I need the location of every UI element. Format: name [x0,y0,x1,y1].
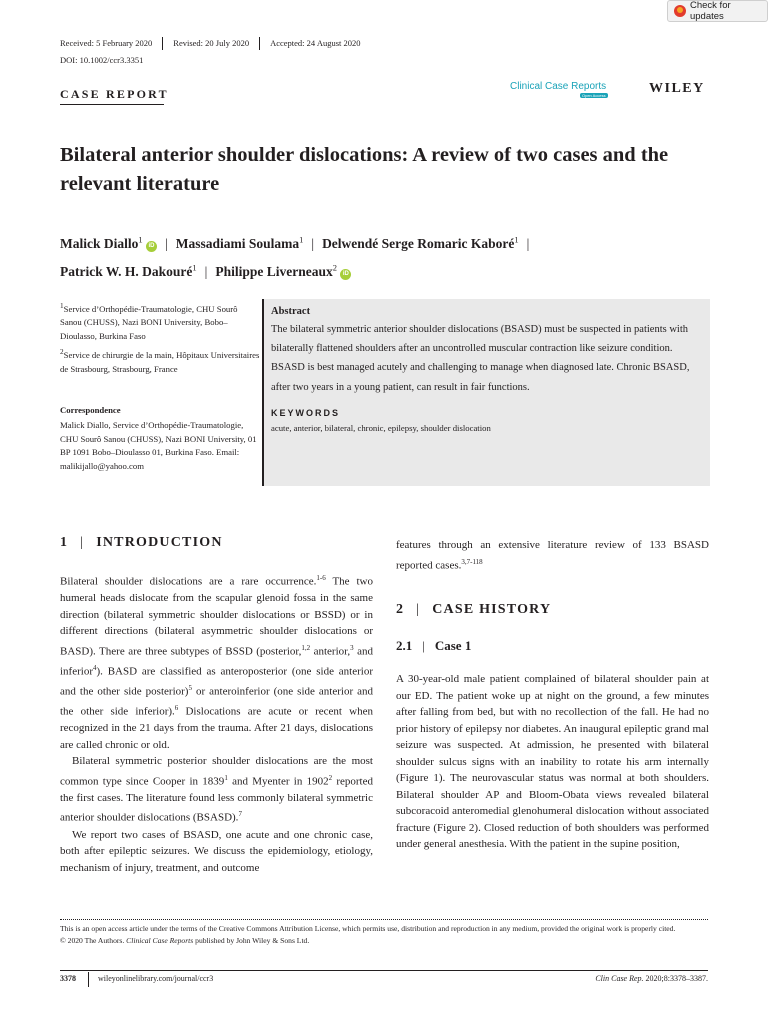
subsection-heading-case-1: 2.1 | Case 1 [396,638,472,653]
open-access-badge: Open Access [582,93,606,98]
keywords-heading: KEYWORDS [271,407,341,418]
section-heading-case-history: 2 | CASE HISTORY [396,602,552,617]
correspondence-text: Malick Diallo, Service d’Orthopédie-Traumatologie, CHU Sourô Sanou (CHUSS), Nazi BONI University, 01 BP 1091 Bobo–Dioulasso 01, Burkina Faso. Email: malikijallo@yahoo.com [60,420,257,471]
article-dates [60,37,371,50]
doi[interactable]: DOI: 10.1002/ccr3.3351 [60,55,144,65]
author[interactable]: Philippe Liverneaux$^2$ iD [215,264,351,279]
accepted-date: Accepted: 24 August 2020 [259,37,370,50]
revised-date: Revised: 20 July 2020 [162,37,259,50]
wiley-logo: WILEY [649,81,705,96]
orcid-icon[interactable]: iD [340,269,351,280]
paragraph: features through an extensive literature review of 133 BSASD reported cases.$^{3,7-118}$ [396,539,709,572]
copyright-text: © 2020 The Authors. Clinical Case Reports published by John Wiley & Sons Ltd. [60,935,310,945]
paragraph: Bilateral symmetric posterior shoulder dislocations are the most common type since Cooper in 1839$^1$ and Myenter in 1902$^2$ reported the first cases. The literature found less commonly bilateral symmetric anterior shoulder dislocations (BSASD).$^7$ [60,755,373,825]
citation: Clin Case Rep. 2020;8:3378–3387. [595,974,708,983]
author[interactable]: Patrick W. H. Dakouré$^1$ [60,262,197,279]
check-for-updates-button[interactable] [667,0,768,22]
check-for-updates-label: Check for updates [689,0,731,22]
introduction-text [60,570,373,876]
affiliation: $^2$Service de chirurgie de la main, Hôpitaux Universitaires de Strasbourg, Strasbourg, France [60,348,260,374]
license-footnote [60,923,708,946]
footer-divider [60,970,708,971]
page-number: 3378 [60,974,76,983]
case-1-text [396,671,709,853]
article-type: CASE REPORT [60,87,169,101]
abstract-heading: Abstract [271,306,311,317]
author-list: Malick Diallo$^1$ iD | Massadiami Soulama$^1$ | Delwendé Serge Romaric Kaboré$^1$ | Patrick W. H. Dakouré$^1$ | Philippe Liverneaux$^2$ iD [60,234,530,279]
crossmark-icon [674,5,686,17]
author[interactable]: Malick Diallo$^1$ iD [60,236,157,251]
paragraph: Bilateral shoulder dislocations are a rare occurrence.$^{1-6}$ The two humeral heads dislocate from the scapular glenoid fossa in the same direction (bilateral symmetric shoulder dislocations or BSSD) or in different directions (bilateral asymmetric shoulder dislocations or BASD). There are three subtypes of BSSD (posterior,$^{1,2}$ anterior,$^3$ and inferior$^4$). BASD are classified as anteroposterior (one side anterior and the other side posterior)$^5$ or anteroinferior (one side anterior and the other side inferior).$^6$ Dislocations are acute or recent when recognized in the 21 days from the trauma. After 21 days, dislocations are called chronic or old. [60,574,374,751]
license-text: This is an open access article under the terms of the Creative Commons Attribution License, which permits use, distribution and reproduction in any medium, provided the original work is properly cited. [60,924,676,933]
article-title: Bilateral anterior shoulder dislocations: A review of two cases and the relevant literature [60,144,669,195]
abstract-box [262,299,710,486]
abstract-text: The bilateral symmetric anterior shoulder dislocations (BSASD) must be suspected in patients with bilaterally flattened shoulders after an uncontrolled muscular contraction like seizure condition. BSASD is best managed acutely and challenging to manage when diagnosed late. Chronic BSASD, after two years in a young patient, can result in fair functions. [271,324,690,393]
introduction-continued [396,537,709,574]
author[interactable]: Massadiami Soulama$^1$ [175,234,304,251]
journal-url[interactable]: wileyonlinelibrary.com/journal/ccr3 [98,974,214,983]
footer-separator [88,972,89,987]
affiliation: $^1$Service d’Orthopédie-Traumatologie, CHU Sourô Sanou (CHUSS), Nazi BONI University, Bobo–Dioulasso, Burkina Faso [60,302,238,341]
orcid-icon[interactable]: iD [146,241,157,252]
received-date: Received: 5 February 2020 [60,38,153,48]
footnote-divider [60,919,708,920]
paragraph: We report two cases of BSASD, one acute and one chronic case, both after epileptic seizures. We discuss the epidemiology, etiology, mechanism of injury, treatment, and outcome [60,828,373,874]
keywords: acute, anterior, bilateral, chronic, epilepsy, shoulder dislocation [271,422,491,433]
correspondence-heading: Correspondence [60,405,121,415]
journal-logo: Clinical Case Reports [510,81,607,92]
author[interactable]: Delwendé Serge Romaric Kaboré$^1$ [322,234,519,251]
affiliations [60,300,260,379]
paragraph: A 30-year-old male patient complained of bilateral shoulder pain at our ED. The patient woke up at night on the ground, a few minutes after falling from bed, but with no recollection of the fall. He had no prior history of epilepsy nor diabetes. An inaugural epileptic grand mal seizure was suspected. At admission, he presented with bilateral shoulder sulcus signs with an inability to rotate his arm internally (Figure 1). The neurovascular status was normal at both shoulders. Bilateral shoulder AP and Bloom-Obata views revealed bilateral subcoracoid anteromedial glenohumeral dislocation without associated fracture (Figure 2). Closed reduction of both shoulders was performed under general anesthesia. With the patient in the supine position, [396,673,709,850]
section-heading-introduction: 1 | INTRODUCTION [60,535,223,550]
